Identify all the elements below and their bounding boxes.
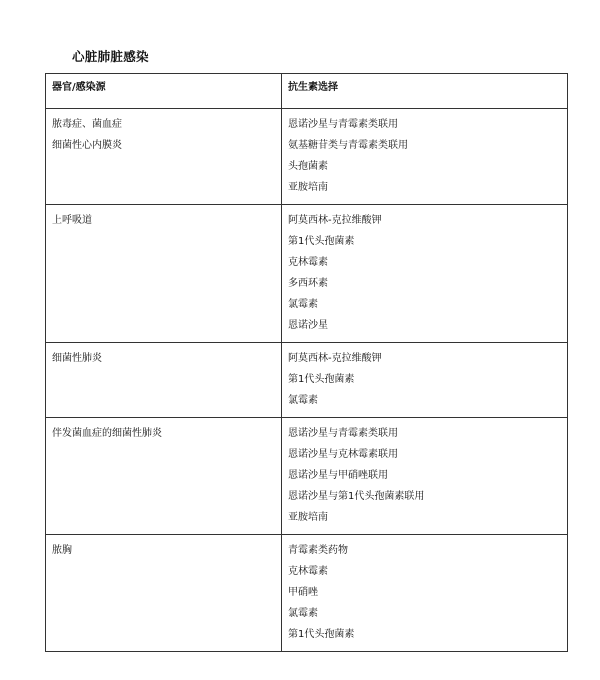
header-antibiotics: 抗生素选择 <box>282 74 568 109</box>
antibiotics-cell <box>282 109 568 205</box>
antibiotic-item: 氨基糖苷类与青霉素类联用 <box>288 140 408 151</box>
source-text: 脓毒症、菌血症 <box>52 119 122 130</box>
antibiotic-item: 恩诺沙星 <box>288 320 328 331</box>
antibiotic-item: 克林霉素 <box>288 566 328 577</box>
antibiotics-cell <box>282 205 568 343</box>
antibiotic-item: 甲硝唑 <box>288 587 318 598</box>
source-text: 上呼吸道 <box>52 215 92 226</box>
antibiotics-cell <box>282 343 568 418</box>
antibiotic-item: 恩诺沙星与青霉素类联用 <box>288 119 398 130</box>
table-row <box>46 343 568 418</box>
table-row <box>46 535 568 652</box>
antibiotic-item: 阿莫西林-克拉维酸钾 <box>288 353 382 364</box>
source-text: 脓胸 <box>52 545 72 556</box>
antibiotic-item: 多西环素 <box>288 278 328 289</box>
table-row <box>46 418 568 535</box>
source-text: 伴发菌血症的细菌性肺炎 <box>52 428 162 439</box>
antibiotic-item: 第1代头孢菌素 <box>288 629 355 640</box>
table-header-row <box>46 74 568 109</box>
antibiotic-item: 青霉素类药物 <box>288 545 348 556</box>
source-cell <box>46 535 282 652</box>
source-text: 细菌性肺炎 <box>52 353 102 364</box>
antibiotic-item: 恩诺沙星与青霉素类联用 <box>288 428 398 439</box>
antibiotic-item: 氯霉素 <box>288 299 318 310</box>
antibiotic-item: 氯霉素 <box>288 608 318 619</box>
antibiotics-cell <box>282 535 568 652</box>
source-cell <box>46 343 282 418</box>
antibiotic-item: 第1代头孢菌素 <box>288 374 355 385</box>
page-title: 心脏肺脏感染 <box>72 49 149 64</box>
table-row <box>46 205 568 343</box>
antibiotic-item: 第1代头孢菌素 <box>288 236 355 247</box>
antibiotic-item: 恩诺沙星与克林霉素联用 <box>288 449 398 460</box>
antibiotics-cell <box>282 418 568 535</box>
antibiotic-item: 亚胺培南 <box>288 512 328 523</box>
table-row <box>46 109 568 205</box>
source-cell <box>46 109 282 205</box>
antibiotic-item: 恩诺沙星与第1代头孢菌素联用 <box>288 491 425 502</box>
antibiotic-table <box>45 73 568 652</box>
source-cell <box>46 418 282 535</box>
source-cell <box>46 205 282 343</box>
antibiotic-item: 阿莫西林-克拉维酸钾 <box>288 215 382 226</box>
antibiotic-item: 恩诺沙星与甲硝唑联用 <box>288 470 388 481</box>
antibiotic-item: 氯霉素 <box>288 395 318 406</box>
antibiotic-item: 亚胺培南 <box>288 182 328 193</box>
header-source: 器官/感染源 <box>46 74 282 109</box>
source-text: 细菌性心内膜炎 <box>52 140 122 151</box>
antibiotic-item: 克林霉素 <box>288 257 328 268</box>
antibiotic-item: 头孢菌素 <box>288 161 328 172</box>
